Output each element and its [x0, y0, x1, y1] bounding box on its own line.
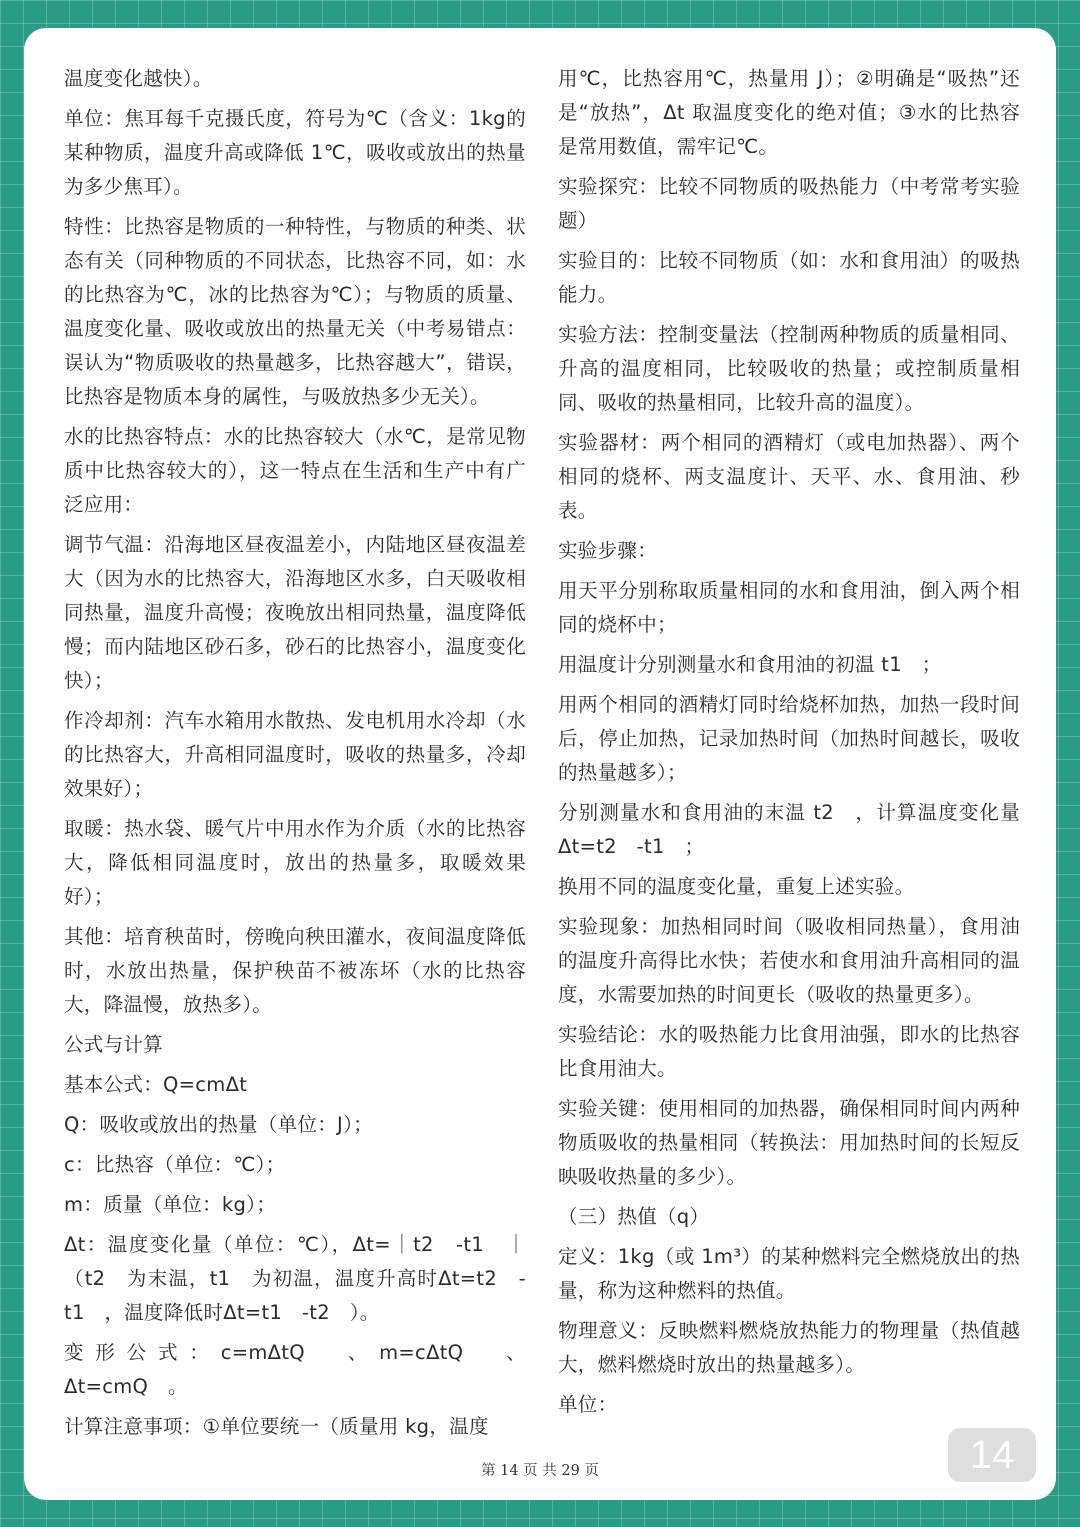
document-page [24, 28, 1056, 1500]
paragraph: 实验结论：水的吸热能力比食用油强，即水的比热容比食用油大。 [558, 1023, 1020, 1080]
paragraph: 水的比热容特点：水的比热容较大（水℃，是常见物质中比热容较大的），这一特点在生活和生产中有广泛应用： [64, 425, 526, 516]
paragraph: （三）热值（q） [558, 1205, 710, 1228]
right-column [558, 62, 1020, 1428]
paragraph: 分别测量水和食用油的末温 t2 ，计算温度变化量Δt=t2 -t1 ； [558, 801, 1020, 858]
paragraph: 取暖：热水袋、暖气片中用水作为介质（水的比热容大，降低相同温度时，放出的热量多，取暖效果好）； [64, 817, 526, 908]
paragraph: 实验器材：两个相同的酒精灯（或电加热器）、两个相同的烧杯、两支温度计、天平、水、食用油、秒表。 [558, 431, 1020, 522]
paragraph: 用温度计分别测量水和食用油的初温 t1 ； [558, 653, 942, 676]
paragraph: 温度变化越快）。 [64, 67, 213, 90]
paragraph: 公式与计算 [64, 1033, 164, 1056]
paragraph: 定义：1kg（或 1m³）的某种燃料完全燃烧放出的热量，称为这种燃料的热值。 [558, 1245, 1020, 1302]
paragraph: 换用不同的温度变化量，重复上述实验。 [558, 875, 915, 898]
paragraph: Q：吸收或放出的热量（单位：J）； [64, 1113, 373, 1136]
left-column [64, 62, 526, 1450]
paragraph: 计算注意事项：①单位要统一（质量用 kg，温度 [64, 1415, 489, 1438]
paragraph: 作冷却剂：汽车水箱用水散热、发电机用水冷却（水的比热容大，升高相同温度时，吸收的热量多，冷却效果好）； [64, 709, 526, 800]
paragraph: 实验步骤： [558, 539, 658, 562]
paragraph: 单位：焦耳每千克摄氏度，符号为℃（含义：1kg的某种物质，温度升高或降低 1℃，吸收或放出的热量为多少焦耳）。 [64, 107, 526, 198]
paragraph: 实验关键：使用相同的加热器，确保相同时间内两种物质吸收的热量相同（转换法：用加热时间的长短反映吸收热量的多少）。 [558, 1097, 1020, 1188]
paragraph: 用天平分别称取质量相同的水和食用油，倒入两个相同的烧杯中； [558, 579, 1020, 636]
paragraph: 实验探究：比较不同物质的吸热能力（中考常考实验题） [558, 175, 1020, 232]
page-number-badge: 14 [948, 1428, 1036, 1482]
paragraph: 实验方法：控制变量法（控制两种物质的质量相同、升高的温度相同，比较吸收的热量；或控制质量相同、吸收的热量相同，比较升高的温度）。 [558, 323, 1020, 414]
paragraph: 单位： [558, 1393, 618, 1416]
paragraph: 实验目的：比较不同物质（如：水和食用油）的吸热能力。 [558, 249, 1020, 306]
paragraph: 变形公式：c=mΔtQ 、m=cΔtQ 、Δt=cmQ 。 [64, 1341, 526, 1398]
paragraph: 基本公式：Q=cmΔt [64, 1073, 248, 1096]
paragraph: 特性：比热容是物质的一种特性，与物质的种类、状态有关（同种物质的不同状态，比热容不同，如：水的比热容为℃，冰的比热容为℃）；与物质的质量、温度变化量、吸收或放出的热量无关（中考易错点：误认为“物质吸收的热量越多，比热容越大”，错误，比热容是物质本身的属性，与吸放热多少无关）。 [64, 215, 526, 408]
paragraph: 用℃，比热容用℃，热量用 J）；②明确是“吸热”还是“放热”，Δt 取温度变化的绝对值；③水的比热容是常用数值，需牢记℃。 [558, 67, 1020, 158]
paragraph: 实验现象：加热相同时间（吸收相同热量），食用油的温度升高得比水快；若使水和食用油升高相同的温度，水需要加热的时间更长（吸收的热量更多）。 [558, 915, 1020, 1006]
paragraph: 物理意义：反映燃料燃烧放热能力的物理量（热值越大，燃料燃烧时放出的热量越多）。 [558, 1319, 1020, 1376]
paragraph: m：质量（单位：kg）； [64, 1193, 277, 1216]
page-footer: 第 14 页 共 29 页 [481, 1463, 599, 1479]
paragraph: 调节气温：沿海地区昼夜温差小，内陆地区昼夜温差大（因为水的比热容大，沿海地区水多，白天吸收相同热量，温度升高慢；夜晚放出相同热量，温度降低慢；而内陆地区砂石多，砂石的比热容小，温度变化快）； [64, 533, 526, 692]
paragraph: 用两个相同的酒精灯同时给烧杯加热，加热一段时间后，停止加热，记录加热时间（加热时间越长，吸收的热量越多）； [558, 693, 1020, 784]
paragraph: 其他：培育秧苗时，傍晚向秧田灌水，夜间温度降低时，水放出热量，保护秧苗不被冻坏（水的比热容大，降温慢，放热多）。 [64, 925, 526, 1016]
paragraph: c：比热容（单位：℃）； [64, 1153, 286, 1176]
paragraph: Δt：温度变化量（单位：℃），Δt=｜t2 -t1 ｜（t2 为末温，t1 为初温，温度升高时Δt=t2 -t1 ，温度降低时Δt=t1 -t2 ）。 [64, 1233, 526, 1324]
